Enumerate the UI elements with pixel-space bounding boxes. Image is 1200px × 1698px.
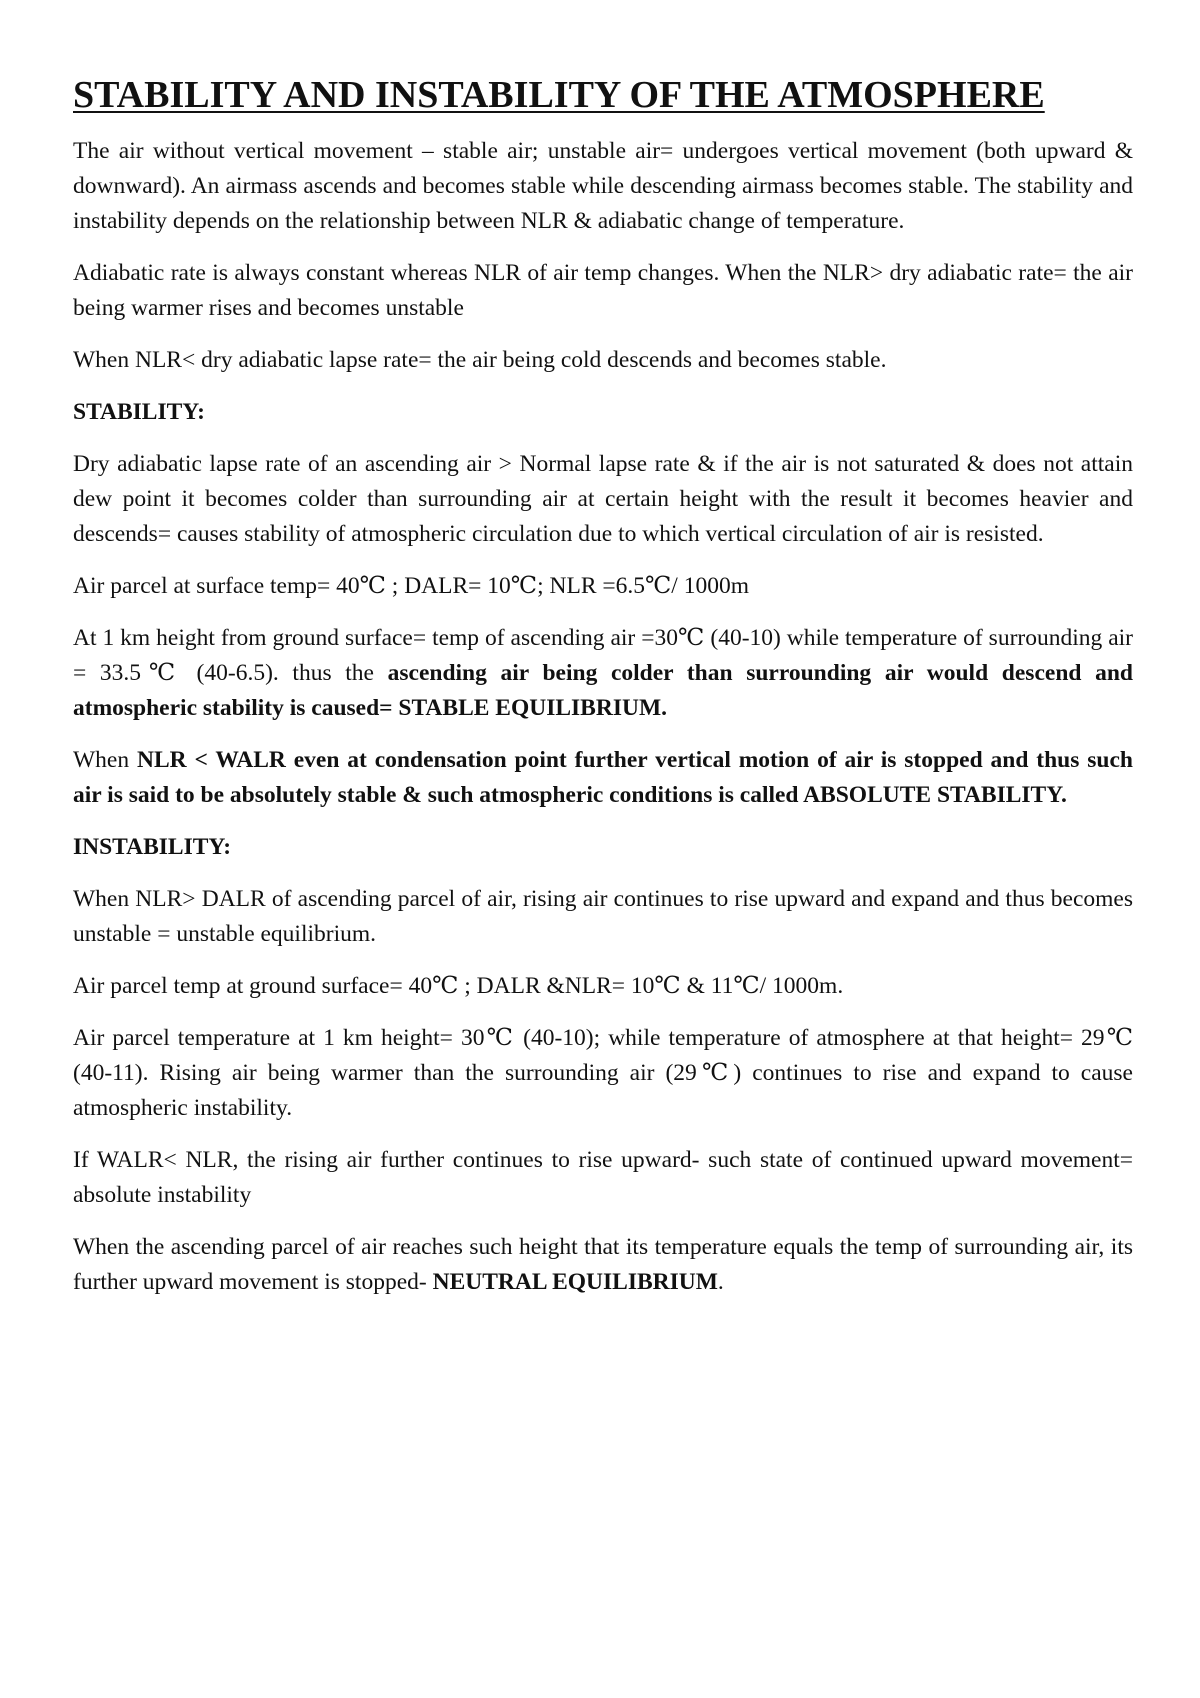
paragraph-stable-equilibrium xyxy=(73,621,1133,726)
text-bold: ascending air being colder than surrounding air would descend and atmospheric stability is caused= STABLE EQUILIBRIUM. xyxy=(73,660,1133,721)
paragraph-adiabatic-rate: Adiabatic rate is always constant whereas NLR of air temp changes. When the NLR> dry adiabatic rate= the air being warmer rises and becomes unstable xyxy=(73,260,1133,321)
paragraph-instability-explanation: Air parcel temperature at 1 km height= 30℃ (40-10); while temperature of atmosphere at that height= 29℃ (40-11). Rising air being warmer than the surrounding air (29℃) continues to rise and expand to cause atmospheric instability. xyxy=(73,1025,1133,1121)
paragraph-dalr: Dry adiabatic lapse rate of an ascending air > Normal lapse rate & if the air is not saturated & does not attain dew point it becomes colder than surrounding air at certain height with the result it becomes heavier and descends= causes stability of atmospheric circulation due to which vertical circulation of air is resisted. xyxy=(73,451,1133,547)
text-normal: When xyxy=(73,747,137,773)
paragraph-nlr-less: When NLR< dry adiabatic lapse rate= the air being cold descends and becomes stable. xyxy=(73,347,887,373)
text-normal: At 1 km height from ground surface= temp of ascending air =30℃ (40-10) while temperature of surrounding air = 33.5℃ (40-6.5). thus the xyxy=(73,625,1133,686)
paragraph-intro: The air without vertical movement – stable air; unstable air= undergoes vertical movement (both upward & downward). An airmass ascends and becomes stable while descending airmass becomes stable. The stability and instability depends on the relationship between NLR & adiabatic change of temperature. xyxy=(73,138,1133,234)
paragraph-neutral-equilibrium xyxy=(73,1230,1133,1300)
text-bold: NEUTRAL EQUILIBRIUM xyxy=(432,1269,718,1295)
text-bold: NLR < WALR even at condensation point further vertical motion of air is stopped and thus such air is said to be absolutely stable & such atmospheric conditions is called ABSOLUTE STABILITY. xyxy=(73,747,1133,808)
heading-stability: STABILITY: xyxy=(73,399,205,425)
paragraph-unstable-equilibrium: When NLR> DALR of ascending parcel of air, rising air continues to rise upward and expand and thus becomes unstable = unstable equilibrium. xyxy=(73,886,1133,947)
document-page xyxy=(73,72,1133,1317)
paragraph-absolute-stability xyxy=(73,743,1133,813)
heading-instability: INSTABILITY: xyxy=(73,834,232,860)
paragraph-absolute-instability: If WALR< NLR, the rising air further continues to rise upward- such state of continued upward movement= absolute instability xyxy=(73,1147,1133,1208)
text-normal: When the ascending parcel of air reaches such height that its temperature equals the temp of surrounding air, its further upward movement is stopped- xyxy=(73,1234,1133,1295)
text-normal: . xyxy=(717,1269,724,1295)
paragraph-stability-values: Air parcel at surface temp= 40℃ ; DALR= 10℃; NLR =6.5℃/ 1000m xyxy=(73,573,749,599)
document-title: STABILITY AND INSTABILITY OF THE ATMOSPHERE xyxy=(73,74,1045,116)
paragraph-instability-values: Air parcel temp at ground surface= 40℃ ; DALR &NLR= 10℃ & 11℃/ 1000m. xyxy=(73,973,844,999)
